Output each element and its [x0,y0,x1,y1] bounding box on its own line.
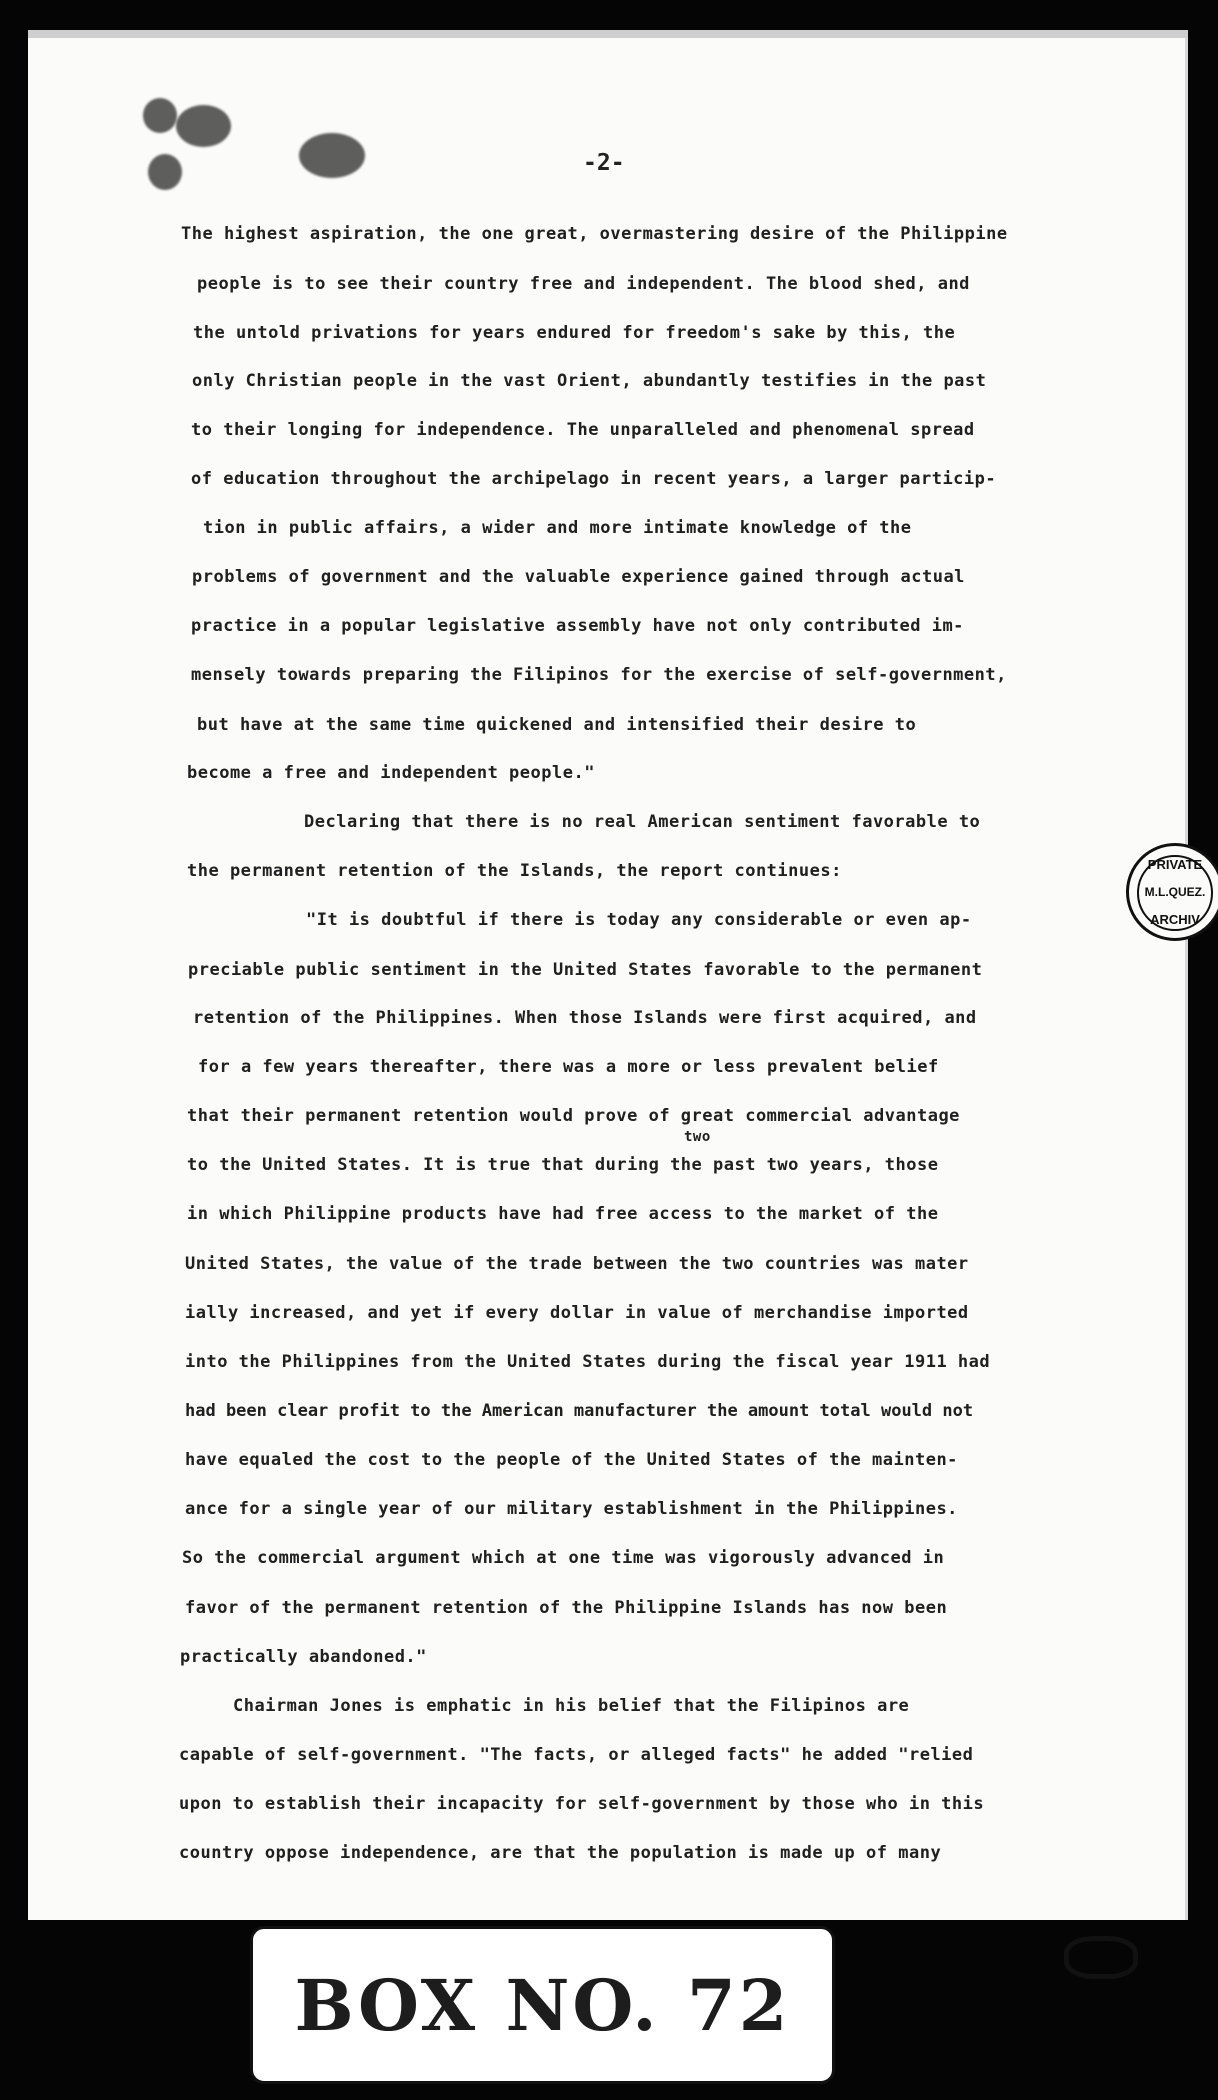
text-line: Chairman Jones is emphatic in his belief that the Filipinos are [233,1696,910,1716]
text-line: preciable public sentiment in the United States favorable to the permanent [188,960,983,980]
text-line: ially increased, and yet if every dollar in value of merchandise imported [185,1303,969,1323]
text-line: the untold privations for years endured for freedom's sake by this, the [193,323,956,343]
text-line: to their longing for independence. The unparalleled and phenomenal spread [191,420,975,440]
text-line: upon to establish their incapacity for self-government by those who in this [179,1794,985,1814]
ink-smudge [143,98,177,133]
text-line: Declaring that there is no real American sentiment favorable to [304,812,981,832]
text-line: mensely towards preparing the Filipinos for the exercise of self-government, [191,665,1007,685]
text-line: of education throughout the archipelago in recent years, a larger particip- [191,469,997,489]
text-line: have equaled the cost to the people of the United States of the mainten- [185,1450,958,1470]
text-line: ance for a single year of our military establishment in the Philippines. [185,1499,958,1519]
stamp-top-text: PRIVATE [1147,857,1203,872]
interlinear-insertion: two [684,1129,711,1145]
text-line: the permanent retention of the Islands, the report continues: [187,861,842,881]
text-line: had been clear profit to the American manufacturer the amount total would not [185,1401,974,1421]
redaction-mark [1064,1936,1138,1979]
text-line: become a free and independent people." [187,763,595,783]
text-line: for a few years thereafter, there was a more or less prevalent belief [198,1057,939,1077]
text-line: So the commercial argument which at one time was vigorously advanced in [182,1548,945,1568]
ink-smudge [176,105,231,147]
archive-stamp [1126,843,1218,941]
text-line: tion in public affairs, a wider and more intimate knowledge of the [203,518,912,538]
text-line: "It is doubtful if there is today any considerable or even ap- [306,910,972,930]
text-line: problems of government and the valuable experience gained through actual [192,567,965,587]
document-page [28,38,1206,1920]
text-line: but have at the same time quickened and intensified their desire to [197,715,917,735]
text-line: United States, the value of the trade between the two countries was mater [185,1254,969,1274]
text-line: in which Philippine products have had free access to the market of the [187,1204,939,1224]
text-line: that their permanent retention would prove of great commercial advantage [187,1106,960,1126]
text-line: to the United States. It is true that during the past two years, those [187,1155,939,1175]
stamp-bottom-text: ARCHIV [1150,912,1200,927]
text-line: practically abandoned." [180,1647,427,1667]
text-line: country oppose independence, are that the population is made up of many [179,1843,942,1863]
text-line: people is to see their country free and independent. The blood shed, and [197,274,970,294]
ink-smudge [148,154,182,190]
ink-smudge [299,133,365,178]
text-line: favor of the permanent retention of the Philippine Islands has now been [185,1598,948,1618]
page-number: -2- [583,150,625,176]
page-top-edge [28,30,1188,38]
box-label [250,1926,835,2084]
text-line: practice in a popular legislative assembly have not only contributed im- [191,616,964,636]
text-line: capable of self-government. "The facts, or alleged facts" he added "relied [179,1745,974,1765]
text-line: into the Philippines from the United States during the fiscal year 1911 had [185,1352,991,1372]
text-line: only Christian people in the vast Orient, abundantly testifies in the past [192,371,987,391]
stamp-middle-text: M.L.QUEZ. [1144,885,1206,899]
box-number-text: BOX NO. 72 [294,1963,791,2047]
text-line: The highest aspiration, the one great, overmastering desire of the Philippine [181,224,1008,244]
text-line: retention of the Philippines. When those Islands were first acquired, and [193,1008,977,1028]
